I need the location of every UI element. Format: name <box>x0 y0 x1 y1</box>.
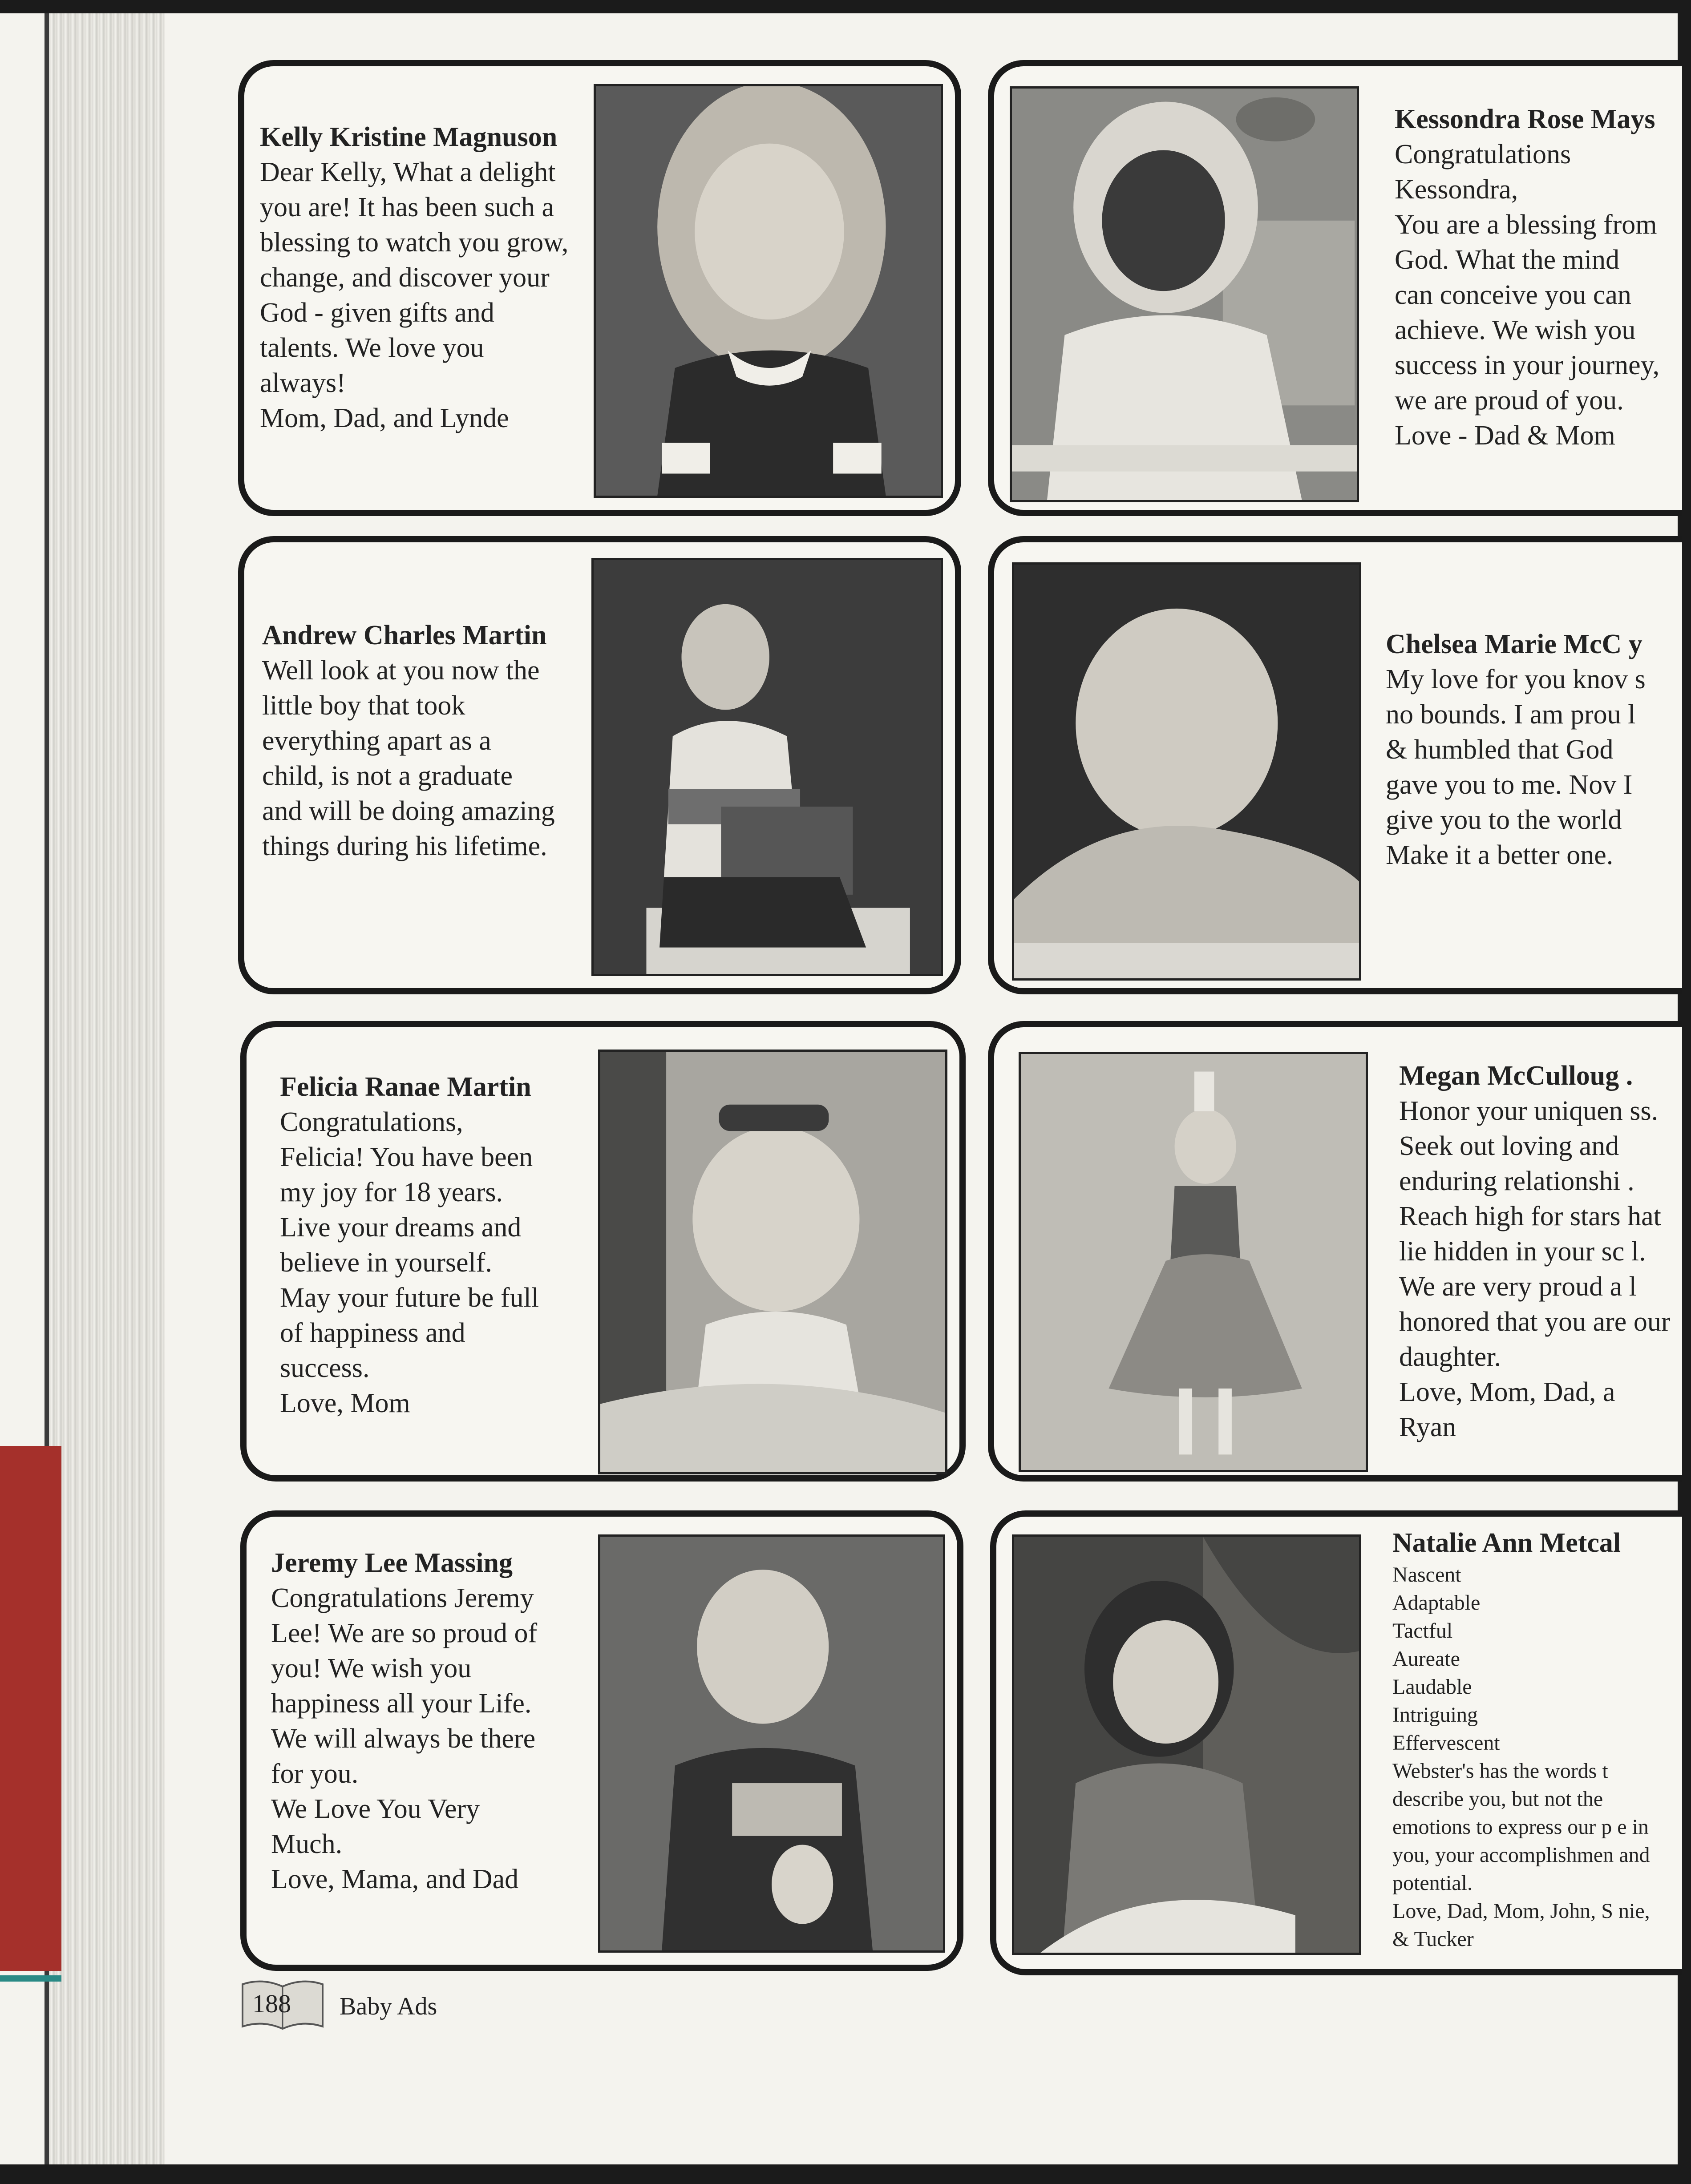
open-book-icon <box>238 1975 327 2033</box>
photo-baby-with-comb <box>598 1050 947 1474</box>
ad-card-kessondra <box>988 60 1682 516</box>
ad-card-kelly <box>238 60 961 516</box>
ad-message: Congratulations Jeremy Lee! We are so proud of you! We wish you happiness all your Life. We will always be there for you. We Love You Very Much. Love, Mama, and Dad <box>271 1583 538 1894</box>
acrostic-line: Tactful <box>1392 1619 1453 1643</box>
ad-name: Megan McCulloug . <box>1399 1061 1633 1091</box>
ad-message: Dear Kelly, What a delight you are! It has been such a blessing to watch you grow, change, and discover your God - given gifts and talents. We love you always! Mom, Dad, and Lynde <box>260 157 569 433</box>
photo-infant-tummy <box>1012 562 1361 981</box>
acrostic-line: Effervescent <box>1392 1731 1500 1755</box>
ad-message: My love for you knov s no bounds. I am prou l & humbled that God gave you to me. Nov I give you to the world Make it a better one. <box>1386 664 1646 870</box>
photo-toddler-boy-snoopy <box>598 1534 945 1953</box>
ad-message: Webster's has the words t describe you, but not the emotions to express our p e in you, your accomplishmen and potential. Love, Dad, Mom, John, S nie, & Tucker <box>1392 1759 1650 1951</box>
ad-message: Honor your uniquen ss. Seek out loving and enduring relationshi . Reach high for stars hat lie hidden in your sc l. We are very proud a l honored that you are our daughter. Love, Mom, Dad, a Ryan <box>1399 1096 1671 1442</box>
ad-card-megan <box>988 1021 1682 1482</box>
ad-name: Chelsea Marie McC y <box>1386 629 1642 659</box>
ad-card-natalie <box>990 1510 1682 1975</box>
section-label: Baby Ads <box>340 1993 437 2020</box>
scan-bottom-edge <box>0 2164 1691 2184</box>
ad-text <box>262 618 600 864</box>
ad-text <box>1395 102 1679 453</box>
acrostic-line: Aureate <box>1392 1647 1460 1671</box>
ad-text <box>1399 1058 1684 1445</box>
photo-girl-in-tutu <box>1019 1052 1368 1472</box>
page-footer <box>238 1978 437 2031</box>
ad-message: Congratulations Kessondra, You are a blessing from God. What the mind can conceive you can achieve. We wish you success in your journey, we are proud of you. Love - Dad & Mom <box>1395 139 1660 451</box>
ad-text <box>280 1070 618 1421</box>
cover-edge-teal <box>0 1975 61 1982</box>
acrostic-line: Nascent <box>1392 1563 1461 1587</box>
photo-toddler-girl <box>594 84 943 498</box>
ad-text <box>271 1546 609 1897</box>
ad-name: Felicia Ranae Martin <box>280 1072 531 1102</box>
ad-card-andrew <box>238 536 961 994</box>
ad-message: Well look at you now the little boy that took everything apart as a child, is not a graduate and will be doing amazing things during his lifetime. <box>262 655 555 861</box>
page-number: 188 <box>252 1989 291 2018</box>
ad-name: Kessondra Rose Mays <box>1395 104 1655 134</box>
acrostic-line: Adaptable <box>1392 1591 1481 1615</box>
ad-text <box>1392 1526 1682 1953</box>
ad-card-chelsea <box>988 536 1682 994</box>
ad-card-felicia <box>240 1021 966 1482</box>
acrostic-line: Intriguing <box>1392 1703 1478 1727</box>
ad-name: Andrew Charles Martin <box>262 620 547 650</box>
page-stack-edge <box>49 13 165 2164</box>
ad-name: Kelly Kristine Magnuson <box>260 122 558 152</box>
photo-baby-bonnet <box>1010 86 1359 502</box>
photo-toddler-girl-dress <box>1012 1534 1361 1955</box>
ad-name: Jeremy Lee Massing <box>271 1548 513 1578</box>
ad-card-jeremy <box>240 1510 963 1971</box>
ad-text <box>260 120 598 436</box>
photo-boy-with-gift <box>591 558 943 976</box>
ad-name: Natalie Ann Metcal <box>1392 1528 1621 1558</box>
cover-edge-red <box>0 1446 61 1971</box>
ad-message: Congratulations, Felicia! You have been my joy for 18 years. Live your dreams and believe in yourself. May your future be full of happiness and success. Love, Mom <box>280 1107 539 1418</box>
acrostic-line: Laudable <box>1392 1675 1472 1699</box>
ad-text <box>1386 627 1671 873</box>
